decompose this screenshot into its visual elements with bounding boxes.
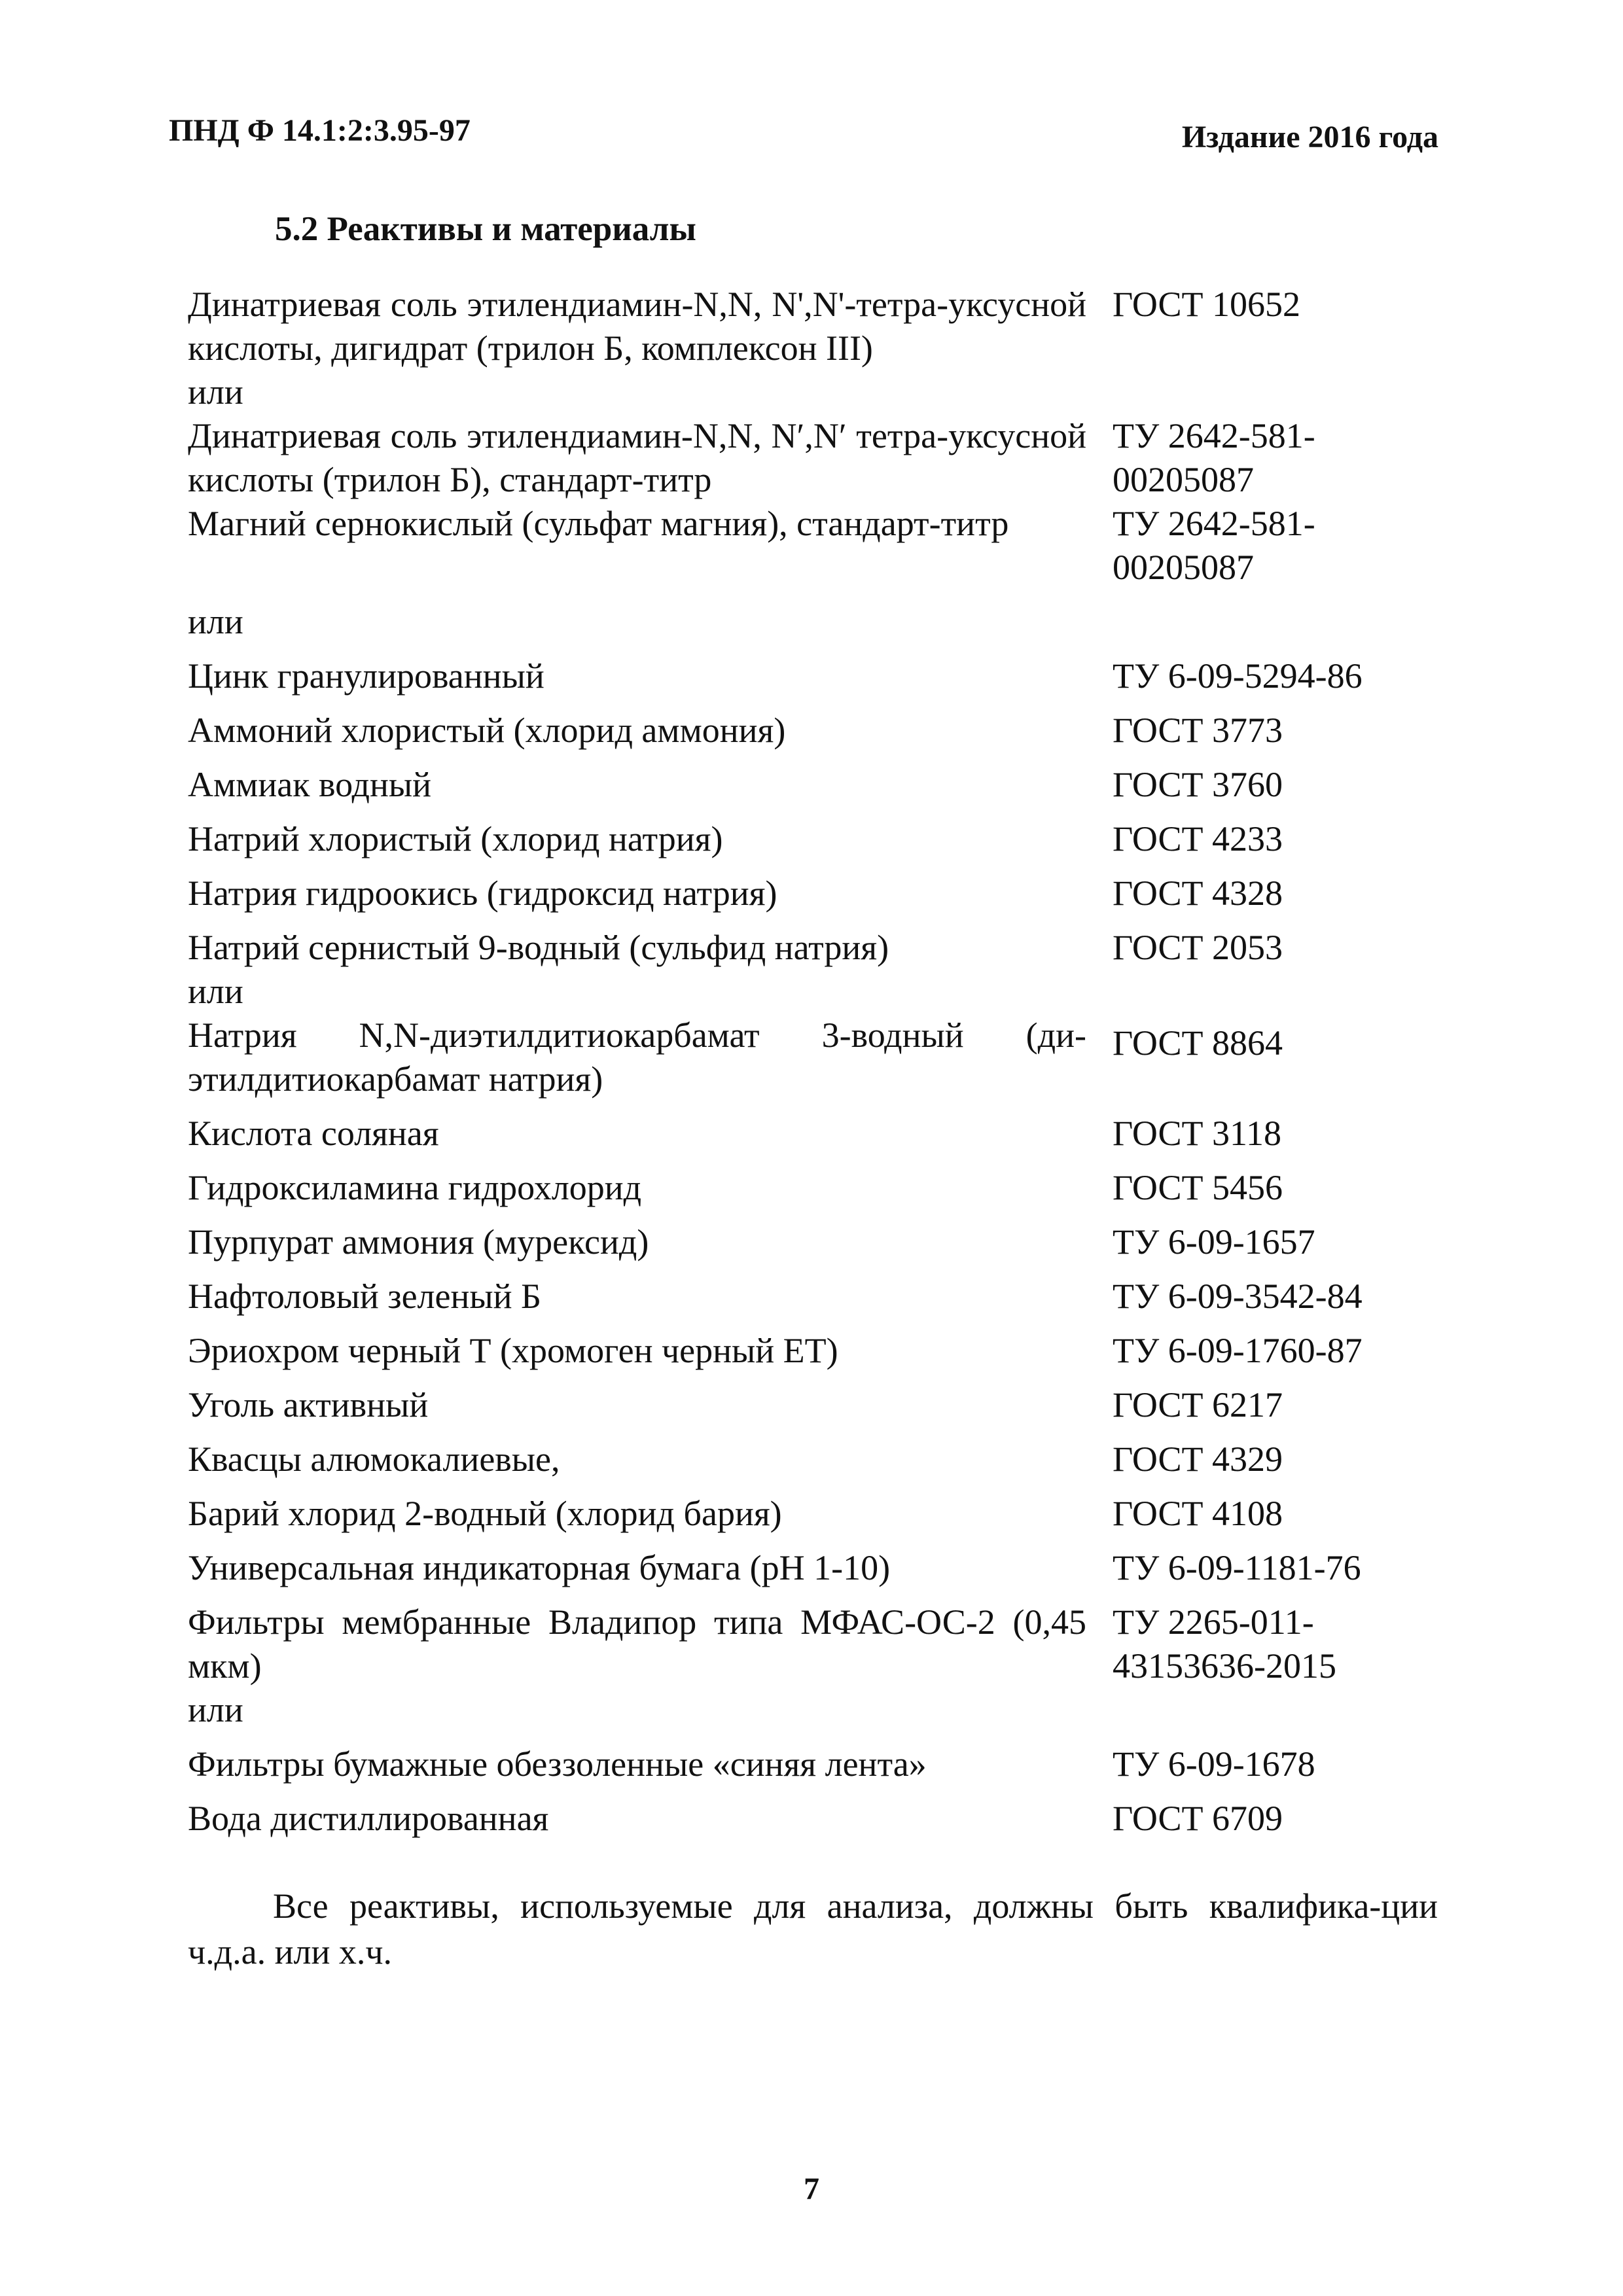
reagent-standard: ГОСТ 10652 — [1113, 285, 1301, 324]
edition-label: Издание 2016 года — [1181, 120, 1438, 154]
reagent-alternative: или — [188, 372, 243, 412]
reagent-name: Кислота соляная — [188, 1114, 439, 1153]
reagent-standard: ГОСТ 3773 — [1113, 711, 1283, 750]
reagent-standard: ТУ 6-09-1657 — [1113, 1222, 1315, 1262]
list-item — [188, 600, 1438, 644]
list-item — [188, 1492, 1438, 1536]
reagent-name: Уголь активный — [188, 1385, 429, 1424]
reagent-standard: ГОСТ 8864 — [1113, 1023, 1283, 1063]
list-item — [188, 926, 1438, 970]
reagent-standard: ГОСТ 2053 — [1113, 928, 1283, 967]
reagent-name: Натрий сернистый 9-водный (сульфид натрия) — [188, 928, 889, 967]
list-item — [188, 1220, 1438, 1264]
reagent-alternative: или — [188, 972, 243, 1011]
list-item — [188, 370, 1438, 414]
reagent-standard: ГОСТ 6217 — [1113, 1385, 1283, 1424]
reagent-name: Квасцы алюмокалиевые, — [188, 1439, 560, 1479]
reagent-name: Фильтры бумажные обеззоленные «синяя лента» — [188, 1744, 927, 1784]
list-item — [188, 1742, 1438, 1786]
reagent-standard: ГОСТ 5456 — [1113, 1168, 1283, 1207]
reagent-standard: ГОСТ 4328 — [1113, 874, 1283, 913]
reagent-name: Вода дистиллированная — [188, 1799, 549, 1838]
reagent-name: Натрия N,N-диэтилдитиокарбамат 3-водный (ди-этилдитиокарбамат натрия) — [188, 1016, 1086, 1099]
reagent-standard: ГОСТ 3760 — [1113, 765, 1283, 804]
reagent-standard: ТУ 2642-581- 00205087 — [1113, 416, 1315, 499]
reagent-name: Аммиак водный — [188, 765, 432, 804]
list-item — [188, 1014, 1438, 1101]
reagent-name: Эриохром черный Т (хромоген черный ЕТ) — [188, 1331, 838, 1370]
reagent-standard: ГОСТ 3118 — [1113, 1114, 1282, 1153]
list-item — [188, 414, 1438, 502]
list-item — [188, 872, 1438, 915]
list-item — [188, 1112, 1438, 1156]
list-item — [188, 1329, 1438, 1373]
reagent-standard: ТУ 6-09-3542-84 — [1113, 1277, 1363, 1316]
reagent-name: Динатриевая соль этилендиамин-N,N, N′,N′ тетра-уксусной кислоты (трилон Б), стандарт-титр — [188, 416, 1086, 499]
list-item — [188, 970, 1438, 1014]
reagent-alternative: или — [188, 1690, 243, 1729]
reagent-name: Аммоний хлористый (хлорид аммония) — [188, 711, 786, 750]
reagent-name: Цинк гранулированный — [188, 656, 544, 696]
reagent-standard: ТУ 6-09-1678 — [1113, 1744, 1315, 1784]
list-item — [188, 1600, 1438, 1688]
list-item — [188, 1438, 1438, 1481]
list-item — [188, 709, 1438, 752]
reagent-standard: ТУ 2265-011- 43153636-2015 — [1113, 1602, 1336, 1686]
list-item — [188, 1797, 1438, 1841]
reagent-standard: ТУ 2642-581- 00205087 — [1113, 504, 1315, 587]
reagent-standard: ТУ 6-09-5294-86 — [1113, 656, 1363, 696]
reagent-name: Пурпурат аммония (мурексид) — [188, 1222, 649, 1262]
page-number: 7 — [804, 2172, 819, 2206]
reagent-standard: ГОСТ 6709 — [1113, 1799, 1283, 1838]
reagent-name: Барий хлорид 2-водный (хлорид бария) — [188, 1494, 782, 1533]
section-title: 5.2 Реактивы и материалы — [275, 210, 696, 248]
list-item — [188, 283, 1438, 370]
reagent-standard: ГОСТ 4108 — [1113, 1494, 1283, 1533]
list-item — [188, 1383, 1438, 1427]
list-item — [188, 763, 1438, 807]
reagent-name: Натрий хлористый (хлорид натрия) — [188, 819, 723, 858]
reagent-name: Фильтры мембранные Владипор типа МФАС-ОС-2 (0,45 мкм) — [188, 1602, 1086, 1686]
list-item — [188, 502, 1438, 590]
reagent-alternative: или — [188, 602, 243, 641]
reagent-name: Магний сернокислый (сульфат магния), стандарт-титр — [188, 504, 1009, 543]
list-item — [188, 817, 1438, 861]
list-item — [188, 1546, 1438, 1590]
document-code: ПНД Ф 14.1:2:3.95-97 — [169, 113, 471, 148]
reagent-standard: ТУ 6-09-1760-87 — [1113, 1331, 1363, 1370]
qualification-note: Все реактивы, используемые для анализа, должны быть квалифика-ции ч.д.а. или х.ч. — [188, 1886, 1438, 1971]
reagent-name: Натрия гидроокись (гидроксид натрия) — [188, 874, 777, 913]
reagent-standard: ГОСТ 4233 — [1113, 819, 1283, 858]
reagent-name: Гидроксиламина гидрохлорид — [188, 1168, 642, 1207]
list-item — [188, 1688, 1438, 1732]
reagent-name: Универсальная индикаторная бумага (pH 1-10) — [188, 1548, 891, 1587]
reagents-list — [188, 283, 1438, 1841]
reagent-name: Динатриевая соль этилендиамин-N,N, N',N'-тетра-уксусной кислоты, дигидрат (трилон Б, комплексон III) — [188, 285, 1086, 368]
reagent-standard: ТУ 6-09-1181-76 — [1113, 1548, 1361, 1587]
reagent-standard: ГОСТ 4329 — [1113, 1439, 1283, 1479]
list-item — [188, 1166, 1438, 1210]
list-item — [188, 654, 1438, 698]
list-item — [188, 1275, 1438, 1318]
reagent-name: Нафтоловый зеленый Б — [188, 1277, 542, 1316]
